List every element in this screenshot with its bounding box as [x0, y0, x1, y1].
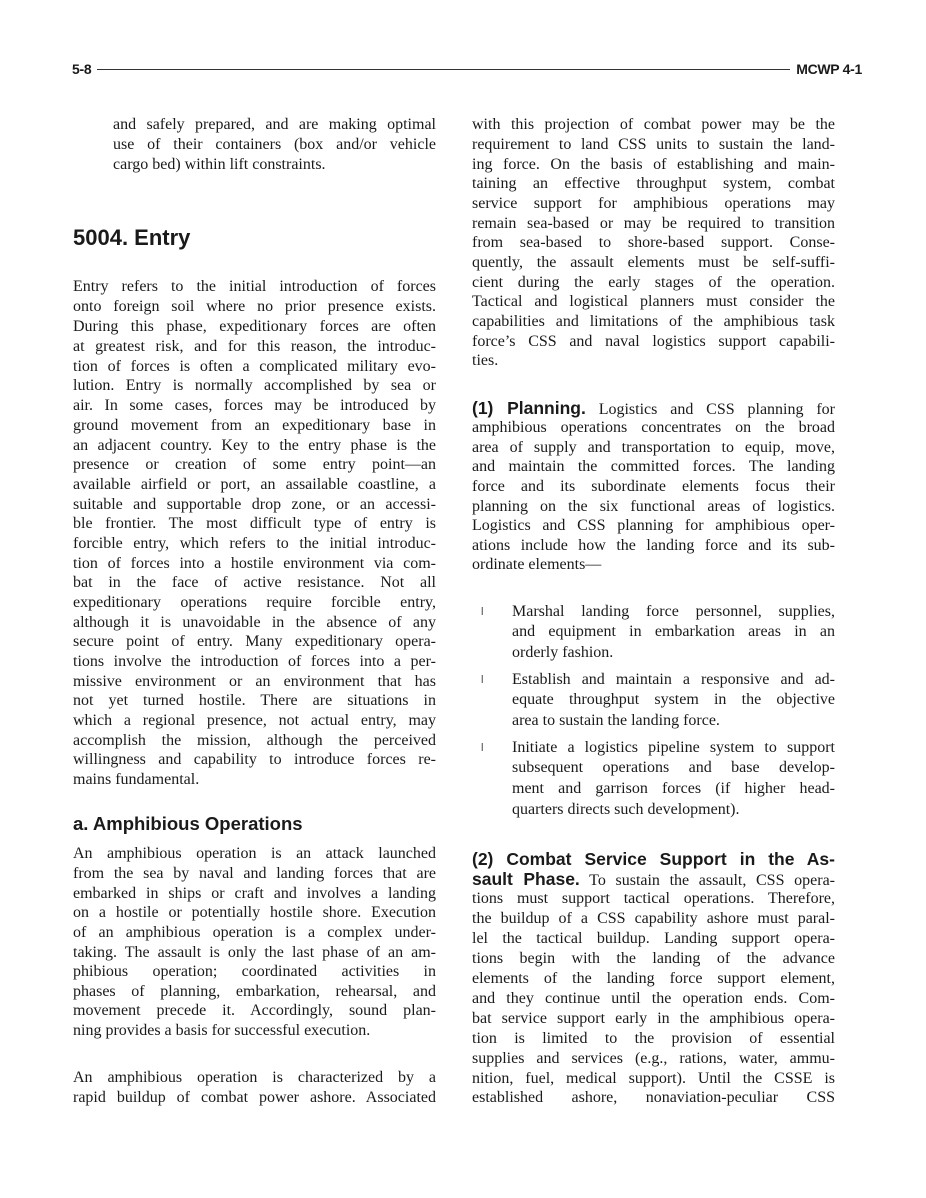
text-line: An amphibious operation is an attack launched: [73, 845, 436, 862]
running-header: [72, 58, 862, 80]
publication-id: MCWP 4-1: [796, 61, 862, 77]
bullet-icon: l: [481, 606, 484, 618]
text-line: tion of forces is often a complicated military evo-: [73, 358, 436, 375]
text-line: willingness and capability to introduce forces re-: [73, 751, 436, 768]
text-line: tion of forces into a hostile environment via com-: [73, 555, 436, 572]
text-line: requirement to land CSS units to sustain the land-: [472, 136, 835, 153]
text-line: not yet turned hostile. There are situations in: [73, 692, 436, 709]
bullet-icon: l: [481, 674, 484, 686]
text-line: phases of planning, embarkation, rehearsal, and: [73, 983, 436, 1000]
text-line: ties.: [472, 352, 499, 369]
text-line: accomplish the mission, although the perceived: [73, 732, 436, 749]
text-line: nition, fuel, medical support). Until the CSSE is: [472, 1070, 835, 1087]
text-line: missive environment or an environment that has: [73, 673, 436, 690]
text-line: taining an effective throughput system, combat: [472, 175, 835, 192]
text-line: use of their containers (box and/or vehicle: [113, 136, 436, 153]
text-line: which a regional presence, not actual entry, may: [73, 712, 436, 729]
text-line: established ashore, nonaviation-peculiar CSS: [472, 1089, 835, 1106]
text-line: and they continue until the operation ends. Com-: [472, 990, 835, 1007]
text-line: from the sea by naval and landing forces that are: [73, 865, 436, 882]
text-line: An amphibious operation is characterized by a: [73, 1069, 436, 1086]
header-rule: [97, 69, 790, 70]
text-line: although it is unavoidable in the absence of any: [73, 614, 436, 631]
text-line: ble frontier. The most difficult type of entry is: [73, 515, 436, 532]
text-line: tions must support tactical operations. Therefore,: [472, 890, 835, 907]
text-line: and equipment in embarkation areas in an: [512, 623, 835, 640]
text-line: tion is limited to the provision of essential: [472, 1030, 835, 1047]
text-line: force’s CSS and naval logistics support capabili-: [472, 333, 835, 350]
text-line: of an amphibious operation is a complex under-: [73, 924, 436, 941]
text-line: cargo bed) within lift constraints.: [113, 156, 326, 173]
css-assault-heading-cont: sault Phase.: [472, 869, 580, 889]
text-line: bat service support early in the amphibious opera-: [472, 1010, 835, 1027]
text-line: force and its subordinate elements focus their: [472, 478, 835, 495]
text-line: phibious operation; coordinated activities in: [73, 963, 436, 980]
text-line: ordinate elements—: [472, 556, 602, 573]
text-line: ment and garrison forces (if higher head-: [512, 780, 835, 797]
bullet-icon: l: [481, 742, 484, 754]
text-line: supplies and services (e.g., rations, water, ammu-: [472, 1050, 835, 1067]
text-line: capabilities and limitations of the amphibious task: [472, 313, 835, 330]
text-line: with this projection of combat power may be the: [472, 116, 835, 133]
text-line: planning on the six functional areas of logistics.: [472, 498, 835, 515]
text-line: lel the tactical buildup. Landing support opera-: [472, 930, 835, 947]
text-line: lution. Entry is normally accomplished by sea or: [73, 377, 436, 394]
text-line: Entry refers to the initial introduction of forces: [73, 278, 436, 295]
text-line: During this phase, expeditionary forces are often: [73, 318, 436, 335]
text-line: ing force. On the basis of establishing and main-: [472, 156, 835, 173]
text-line: air. In some cases, forces may be introduced by: [73, 397, 436, 414]
text-line: at greatest risk, and for this reason, the introduc-: [73, 338, 436, 355]
text-line: elements of the landing force support element,: [472, 970, 835, 987]
text-line: [472, 869, 835, 891]
text-line: and safely prepared, and are making optimal: [113, 116, 436, 133]
text-line: embarked in ships or craft and involves a landing: [73, 885, 436, 902]
text-line: remain sea-based or may be required to transition: [472, 215, 835, 232]
text-line: subsequent operations and base develop-: [512, 759, 835, 776]
planning-heading: (1) Planning.: [472, 398, 586, 418]
text-line: bat in the face of active resistance. Not all: [73, 574, 436, 591]
text-line: cient during the early stages of the operation.: [472, 274, 835, 291]
text-line: presence or creation of some entry point—an: [73, 456, 436, 473]
text-line: ning provides a basis for successful execution.: [73, 1022, 371, 1039]
page-number: 5-8: [72, 61, 92, 77]
text-line: the buildup of a CSS capability ashore must paral-: [472, 910, 835, 927]
css-assault-first-line: To sustain the assault, CSS opera-: [579, 872, 835, 889]
text-line: Initiate a logistics pipeline system to support: [512, 739, 835, 756]
text-line: orderly fashion.: [512, 644, 614, 661]
text-line: quarters directs such development).: [512, 801, 740, 818]
text-line: equate throughput system in the objective: [512, 691, 835, 708]
text-line: secure point of entry. Many expeditionary opera-: [73, 633, 436, 650]
text-line: and maintain the committed forces. The landing: [472, 458, 835, 475]
text-line: rapid buildup of combat power ashore. Associated: [73, 1089, 436, 1106]
text-line: Logistics and CSS planning for amphibious oper-: [472, 517, 835, 534]
css-assault-heading: (2) Combat Service Support in the As-: [472, 849, 835, 869]
text-line: area of supply and transportation to equip, move,: [472, 439, 835, 456]
text-line: Tactical and logistical planners must consider the: [472, 293, 835, 310]
text-line: movement precede it. Accordingly, sound plan-: [73, 1002, 436, 1019]
text-line: tions involve the introduction of forces into a per-: [73, 653, 436, 670]
text-line: Establish and maintain a responsive and ad-: [512, 671, 835, 688]
section-heading: 5004. Entry: [73, 225, 191, 250]
text-line: an adjacent country. Key to the entry phase is the: [73, 437, 436, 454]
text-line: [472, 398, 835, 420]
text-line: suitable and supportable drop zone, or an accessi-: [73, 496, 436, 513]
text-line: on a hostile or potentially hostile shore. Execution: [73, 904, 436, 921]
subsection-heading: a. Amphibious Operations: [73, 813, 303, 834]
text-line: service support for amphibious operations may: [472, 195, 835, 212]
text-line: ations include how the landing force and its sub-: [472, 537, 835, 554]
text-line: ground movement from an expeditionary base in: [73, 417, 436, 434]
text-line: from sea-based to shore-based support. Conse-: [472, 234, 835, 251]
text-line: expeditionary operations require forcible entry,: [73, 594, 436, 611]
text-line: onto foreign soil where no prior presence exists.: [73, 298, 436, 315]
text-line: forcible entry, which refers to the initial introduc-: [73, 535, 436, 552]
planning-first-line: Logistics and CSS planning for: [585, 401, 835, 418]
text-line: available airfield or port, an assailable coastline, a: [73, 476, 436, 493]
text-line: Marshal landing force personnel, supplies,: [512, 603, 835, 620]
text-line: mains fundamental.: [73, 771, 200, 788]
text-line: quently, the assault elements must be self-suffi-: [472, 254, 835, 271]
text-line: amphibious operations concentrates on the broad: [472, 419, 835, 436]
text-line: tions begin with the landing of the advance: [472, 950, 835, 967]
text-line: area to sustain the landing force.: [512, 712, 720, 729]
text-line: taking. The assault is only the last phase of an am-: [73, 944, 436, 961]
text-line: [472, 849, 835, 871]
